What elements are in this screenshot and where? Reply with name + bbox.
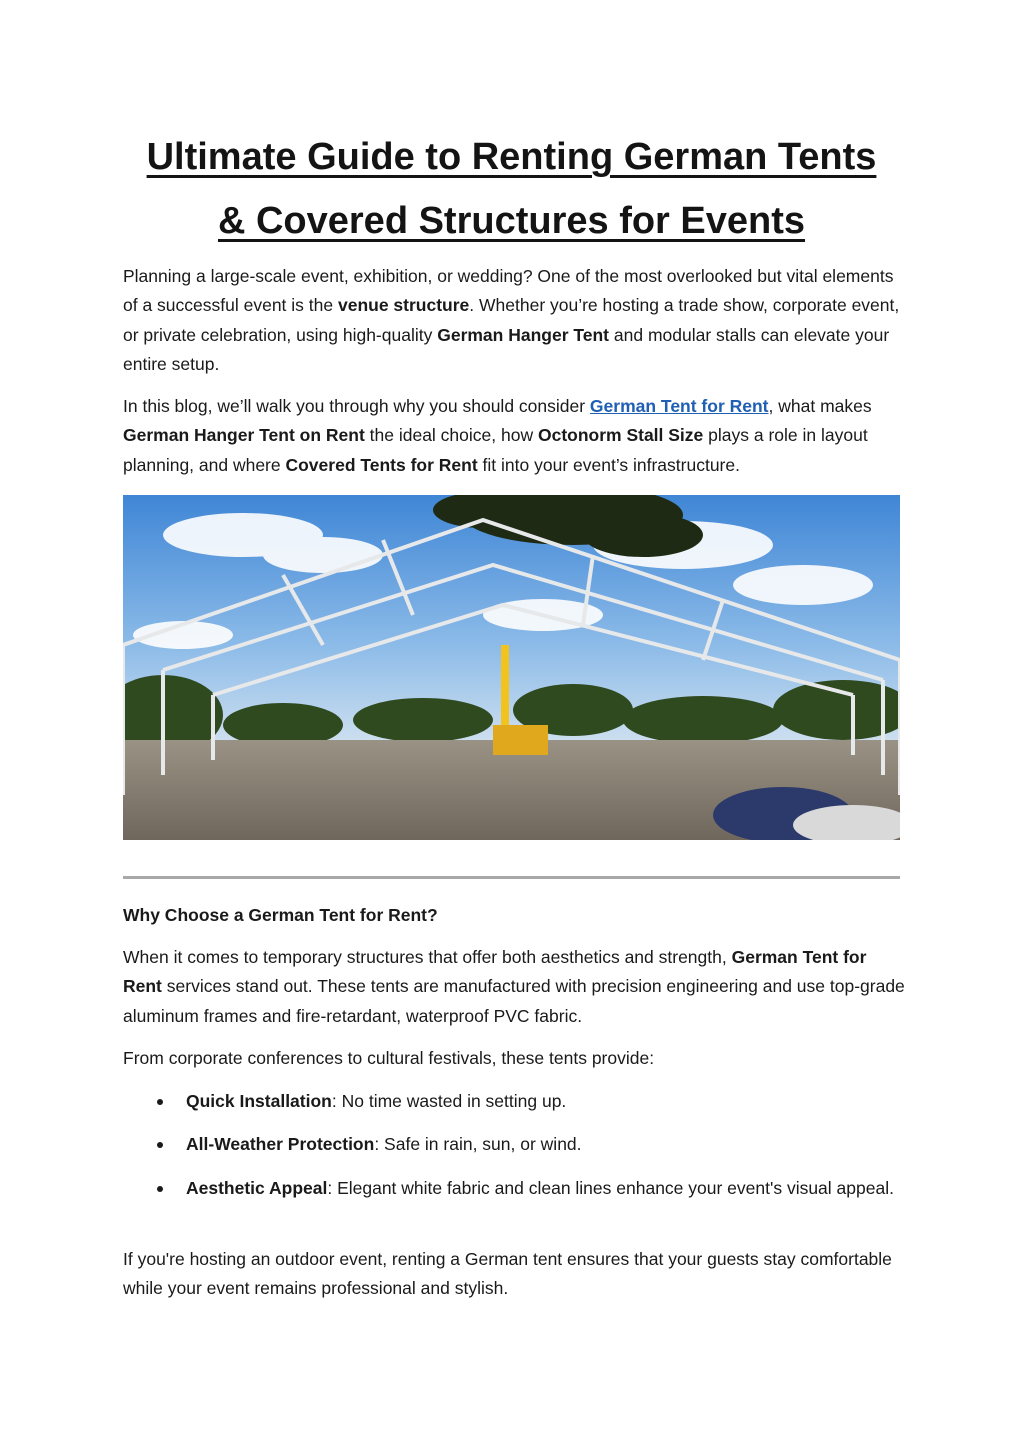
section-paragraph-2: From corporate conferences to cultural festivals, these tents provide: (123, 1048, 655, 1068)
list-item-text: : Safe in rain, sun, or wind. (374, 1134, 582, 1155)
list-item-term: All-Weather Protection (186, 1134, 375, 1155)
list-item-text: : No time wasted in setting up. (331, 1091, 567, 1111)
intro-p2-bold-octonorm: Octonorm Stall Size (537, 425, 704, 446)
section-divider (123, 876, 900, 879)
intro-paragraph-1 (123, 262, 908, 379)
list-item-text: : Elegant white fabric and clean lines enhance your event's visual appeal. (327, 1177, 894, 1198)
list-item-term: Aesthetic Appeal (186, 1177, 328, 1198)
section-heading: Why Choose a German Tent for Rent? (123, 905, 438, 925)
intro-p2-text-a: In this blog, we’ll walk you through why you should consider (123, 396, 590, 416)
intro-p2-text-b: , what makes (768, 396, 872, 416)
list-item (123, 1087, 908, 1116)
intro-p1-bold-german-hanger-tent: German Hanger Tent (437, 324, 610, 345)
tent-frame-illustration (123, 495, 900, 840)
section-p1-text-a: When it comes to temporary structures that offer both aesthetics and strength, (123, 947, 732, 967)
section-p1-bold-german-tent: German Tent for Rent (123, 947, 867, 997)
intro-p2-bold-hanger-on-rent: German Hanger Tent on Rent (123, 425, 365, 446)
german-tent-for-rent-link[interactable]: German Tent for Rent (589, 396, 769, 416)
intro-paragraph-2 (123, 392, 908, 480)
intro-p1-text-c: . Whether you’re hosting a trade show, corporate event, or private celebration, using high-quality (123, 295, 900, 345)
intro-p2-text-f: plays a role in layout planning, and where (123, 425, 868, 475)
list-item (123, 1174, 908, 1203)
intro-p2-bold-covered-tents: Covered Tents for Rent (285, 454, 478, 475)
list-item-term: Quick Installation (186, 1091, 332, 1111)
page-title (100, 125, 923, 253)
bullet-icon (157, 1099, 163, 1105)
bullet-icon (157, 1186, 163, 1192)
section-p1-text-c: services stand out. These tents are manufactured with precision engineering and use top-grade aluminum frames and fire-retardant, waterproof PVC fabric. (123, 976, 905, 1026)
title-line-2: & Covered Structures for Events (217, 200, 806, 242)
bullet-icon (157, 1142, 163, 1148)
title-line-1: Ultimate Guide to Renting German Tents (146, 136, 877, 178)
benefits-list (123, 1087, 908, 1217)
section-paragraph-3: If you're hosting an outdoor event, renting a German tent ensures that your guests stay comfortable while your event remains professional and stylish. (123, 1249, 892, 1299)
section-paragraph-1 (123, 943, 908, 1031)
intro-p1-bold-venue-structure: venue structure (337, 295, 470, 316)
intro-p1-text-a: Planning a large-scale event, exhibition, or wedding? One of the most overlooked but vital elements of a successful event is the (123, 266, 894, 316)
intro-p2-text-d: the ideal choice, how (364, 425, 538, 446)
tent-frame-photo (123, 495, 900, 840)
intro-p1-text-e: and modular stalls can elevate your entire setup. (123, 324, 890, 374)
intro-p2-text-h: fit into your event’s infrastructure. (477, 454, 740, 475)
list-item (123, 1130, 908, 1159)
